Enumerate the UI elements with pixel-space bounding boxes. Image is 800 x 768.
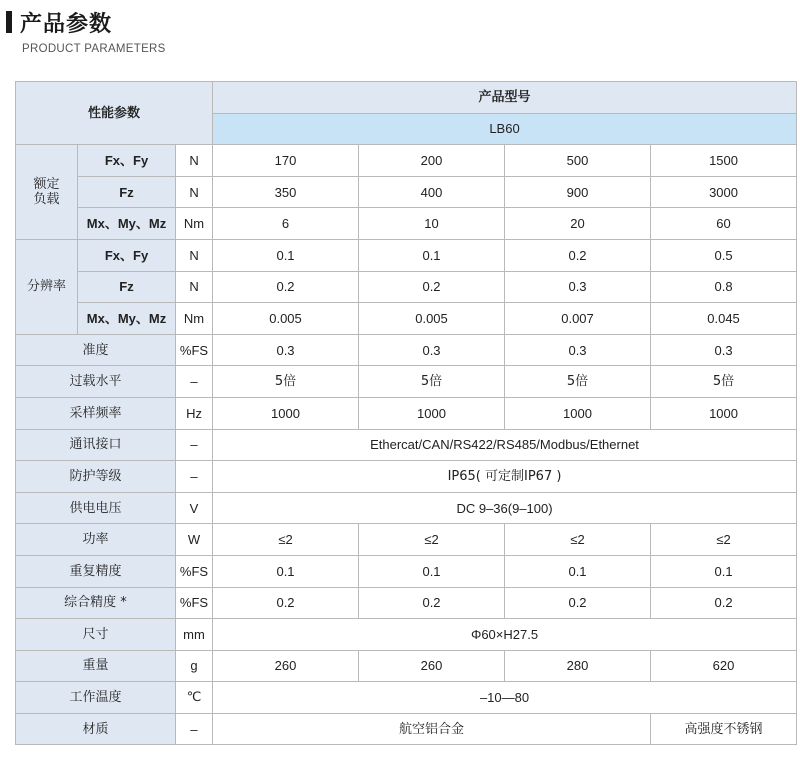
unit-cell: – — [176, 461, 213, 493]
value-cell: 0.2 — [505, 239, 651, 271]
value-cell: 1000 — [651, 397, 797, 429]
value-cell: 280 — [505, 650, 651, 682]
value-cell: 1000 — [505, 397, 651, 429]
value-cell: 0.2 — [359, 271, 505, 303]
table-row — [16, 271, 797, 303]
value-cell: 0.005 — [213, 303, 359, 335]
value-cell: 0.1 — [359, 239, 505, 271]
page-subtitle: PRODUCT PARAMETERS — [22, 43, 166, 55]
unit-cell: Nm — [176, 208, 213, 240]
value-cell: 500 — [505, 145, 651, 177]
model-header: 产品型号 — [213, 82, 797, 114]
value-cell: 航空铝合金 — [213, 713, 651, 745]
param-header: 性能参数 — [16, 82, 213, 145]
value-cell: 0.3 — [213, 334, 359, 366]
unit-cell: N — [176, 176, 213, 208]
row-label: 采样频率 — [16, 397, 176, 429]
table-row — [16, 682, 797, 714]
value-cell: 0.2 — [213, 271, 359, 303]
value-cell: 5倍 — [505, 366, 651, 398]
table-row — [16, 239, 797, 271]
table-row — [16, 334, 797, 366]
row-label: 尺寸 — [16, 619, 176, 651]
value-cell: 1000 — [213, 397, 359, 429]
value-cell: 5倍 — [213, 366, 359, 398]
table-row — [16, 650, 797, 682]
value-cell: –10—80 — [213, 682, 797, 714]
value-cell: 5倍 — [359, 366, 505, 398]
value-cell: 0.2 — [651, 587, 797, 619]
table-row — [16, 492, 797, 524]
unit-cell: – — [176, 429, 213, 461]
value-cell: 0.5 — [651, 239, 797, 271]
table-row — [16, 587, 797, 619]
page-title: 产品参数 — [20, 11, 113, 37]
table-row — [16, 429, 797, 461]
sub-label: Fx、Fy — [78, 145, 176, 177]
value-cell: 260 — [359, 650, 505, 682]
table-row — [16, 524, 797, 556]
value-cell: Ethercat/CAN/RS422/RS485/Modbus/Ethernet — [213, 429, 797, 461]
value-cell: 0.3 — [505, 334, 651, 366]
row-label: 重量 — [16, 650, 176, 682]
value-cell: 20 — [505, 208, 651, 240]
spec-table — [15, 81, 797, 745]
row-label: 功率 — [16, 524, 176, 556]
value-cell: 0.2 — [505, 587, 651, 619]
sub-label: Fz — [78, 271, 176, 303]
value-cell: 0.1 — [213, 555, 359, 587]
value-cell: 0.045 — [651, 303, 797, 335]
row-label: 通讯接口 — [16, 429, 176, 461]
table-header-row — [16, 82, 797, 114]
unit-cell: %FS — [176, 334, 213, 366]
unit-cell: V — [176, 492, 213, 524]
rated-load-label — [16, 145, 78, 240]
resolution-label: 分辨率 — [16, 239, 78, 334]
unit-cell: Hz — [176, 397, 213, 429]
row-label: 工作温度 — [16, 682, 176, 714]
row-label: 供电电压 — [16, 492, 176, 524]
sub-label: Mx、My、Mz — [78, 208, 176, 240]
section-header — [6, 8, 112, 36]
value-cell: 10 — [359, 208, 505, 240]
value-cell: 0.1 — [213, 239, 359, 271]
row-label: 过载水平 — [16, 366, 176, 398]
value-cell: 6 — [213, 208, 359, 240]
row-label: 综合精度 * — [16, 587, 176, 619]
table-row — [16, 303, 797, 335]
value-cell: DC 9–36(9–100) — [213, 492, 797, 524]
value-cell: ≤2 — [359, 524, 505, 556]
unit-cell: mm — [176, 619, 213, 651]
value-cell: 0.005 — [359, 303, 505, 335]
value-cell: 620 — [651, 650, 797, 682]
value-cell: IP65( 可定制IP67 ) — [213, 461, 797, 493]
sub-label: Mx、My、Mz — [78, 303, 176, 335]
table-row — [16, 555, 797, 587]
row-label: 材质 — [16, 713, 176, 745]
header-accent-bar — [6, 11, 12, 33]
table-row — [16, 208, 797, 240]
value-cell: 高强度不锈钢 — [651, 713, 797, 745]
value-cell: 900 — [505, 176, 651, 208]
value-cell: 350 — [213, 176, 359, 208]
rated-load-label-text: 额定 负载 — [33, 177, 60, 208]
value-cell: ≤2 — [505, 524, 651, 556]
value-cell: 0.2 — [359, 587, 505, 619]
unit-cell: N — [176, 145, 213, 177]
value-cell: 170 — [213, 145, 359, 177]
table-row — [16, 461, 797, 493]
value-cell: 0.3 — [359, 334, 505, 366]
unit-cell: ℃ — [176, 682, 213, 714]
table-row — [16, 397, 797, 429]
unit-cell: W — [176, 524, 213, 556]
value-cell: 0.3 — [651, 334, 797, 366]
table-row — [16, 366, 797, 398]
value-cell: 0.1 — [651, 555, 797, 587]
table-row — [16, 713, 797, 745]
value-cell: 0.1 — [359, 555, 505, 587]
unit-cell: – — [176, 713, 213, 745]
table-row — [16, 176, 797, 208]
unit-cell: – — [176, 366, 213, 398]
value-cell: 1500 — [651, 145, 797, 177]
sub-label: Fz — [78, 176, 176, 208]
unit-cell: %FS — [176, 587, 213, 619]
value-cell: ≤2 — [651, 524, 797, 556]
value-cell: 0.1 — [505, 555, 651, 587]
value-cell: 260 — [213, 650, 359, 682]
table-row — [16, 619, 797, 651]
value-cell: ≤2 — [213, 524, 359, 556]
value-cell: 0.2 — [213, 587, 359, 619]
value-cell: 0.3 — [505, 271, 651, 303]
row-label: 准度 — [16, 334, 176, 366]
row-label: 防护等级 — [16, 461, 176, 493]
value-cell: 5倍 — [651, 366, 797, 398]
unit-cell: Nm — [176, 303, 213, 335]
unit-cell: g — [176, 650, 213, 682]
value-cell: 3000 — [651, 176, 797, 208]
value-cell: 0.8 — [651, 271, 797, 303]
value-cell: 400 — [359, 176, 505, 208]
row-label: 重复精度 — [16, 555, 176, 587]
value-cell: 0.007 — [505, 303, 651, 335]
value-cell: Φ60×H27.5 — [213, 619, 797, 651]
unit-cell: N — [176, 239, 213, 271]
value-cell: 1000 — [359, 397, 505, 429]
table-row — [16, 145, 797, 177]
unit-cell: N — [176, 271, 213, 303]
unit-cell: %FS — [176, 555, 213, 587]
value-cell: 60 — [651, 208, 797, 240]
value-cell: 200 — [359, 145, 505, 177]
sub-label: Fx、Fy — [78, 239, 176, 271]
model-name: LB60 — [213, 113, 797, 145]
